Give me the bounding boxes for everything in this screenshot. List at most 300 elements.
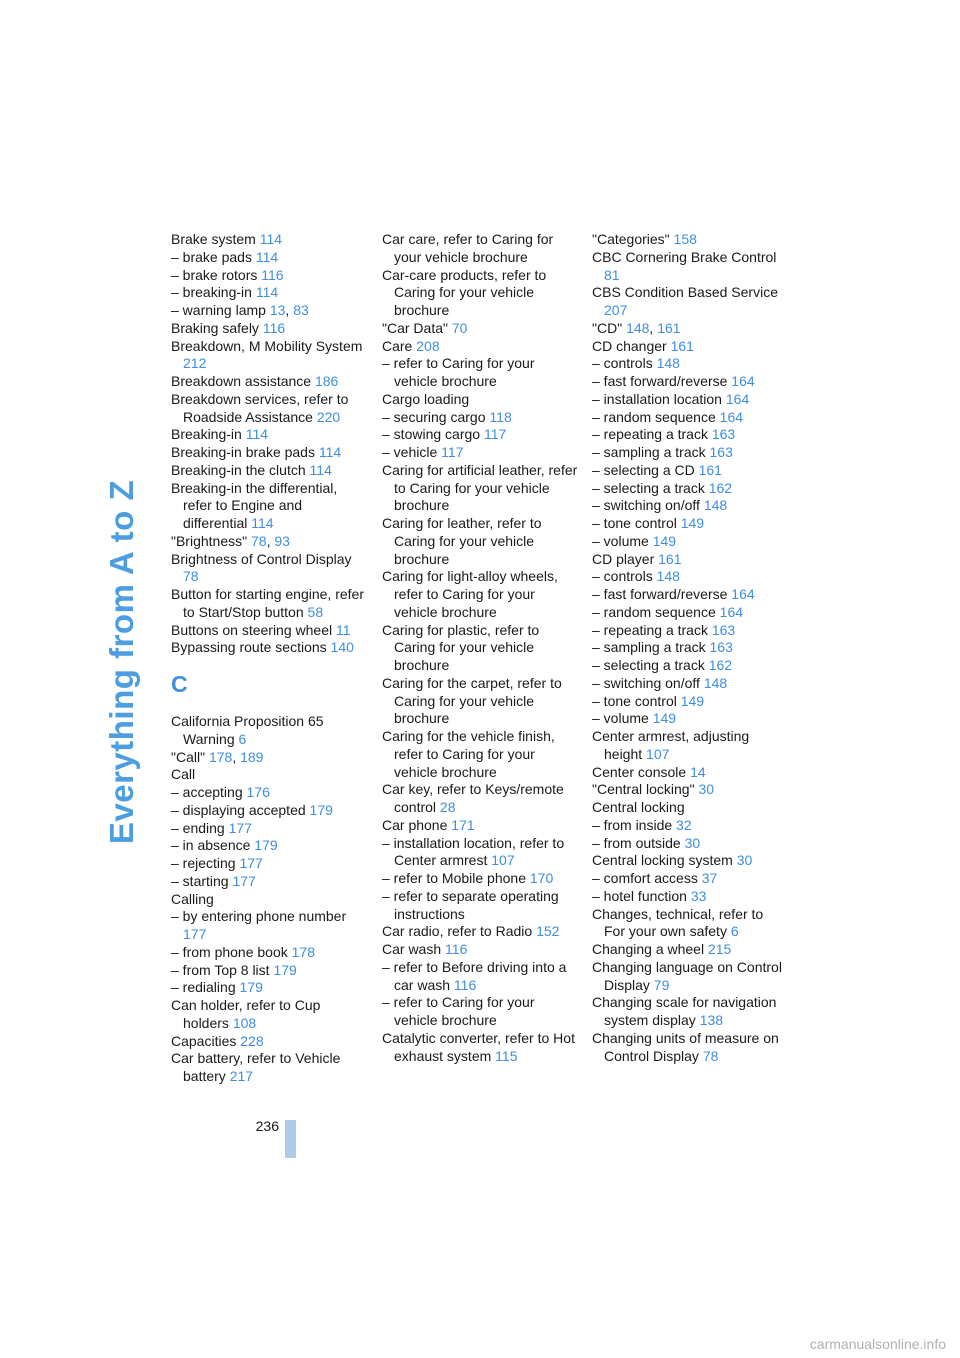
index-entry [592,994,788,1030]
page-reference-link[interactable]: 148 [656,568,680,585]
page-reference-link[interactable]: 70 [451,319,468,336]
index-entry [382,675,578,728]
index-entry [592,888,788,906]
page-reference-link[interactable]: 114 [255,248,279,265]
index-entry [592,622,788,640]
index-term: – stowing cargo [382,426,481,443]
index-term: – switching on/off [592,674,700,691]
index-term: Brake system [171,231,256,247]
index-term: Caring for the carpet, refer to Caring for your vehicle brochure [382,674,562,727]
page-reference-link[interactable]: 79 [653,976,670,993]
index-term: "Car Data" [382,319,448,336]
index-term: Breaking-in the clutch [171,461,306,478]
index-term: – tone control [592,515,677,531]
page-reference-link[interactable]: 149 [652,710,677,727]
index-term: Breaking-in [171,426,242,443]
index-entry [171,267,367,285]
index-entry [171,622,367,640]
index-term: – sampling a track [592,639,706,656]
index-term: – from inside [592,816,673,833]
index-entry [382,515,578,568]
page-reference-link[interactable]: 163 [711,621,736,638]
page-reference-link[interactable]: 114 [259,231,283,247]
index-entry [382,267,578,320]
index-entry [171,766,367,784]
index-entry [171,231,367,249]
index-term: "Categories" [592,231,670,247]
index-entry [171,855,367,873]
index-entry [382,444,578,462]
index-entry [171,426,367,444]
index-term: – volume [592,532,649,549]
index-term: Car phone [382,816,448,833]
index-entry [592,551,788,569]
index-entry [171,802,367,820]
index-term: – sampling a track [592,444,706,460]
page-reference-link[interactable]: 158 [673,231,697,247]
index-term: – brake rotors [171,266,258,283]
index-term: – installation location, refer to Center armrest [382,834,565,869]
index-term: "Call" [171,748,206,765]
index-entry [171,820,367,838]
page-ref-separator: , [232,748,237,765]
index-entry [592,568,788,586]
index-term: Car battery, refer to Vehicle battery [171,1050,341,1084]
page-reference-link[interactable]: 170 [529,870,554,886]
index-term: – in absence [171,837,251,854]
index-entry [171,284,367,302]
index-entry [382,320,578,338]
index-term: – refer to separate operating instructions [382,887,559,922]
index-term: Bypassing route sections [171,639,327,656]
index-term: – repeating a track [592,621,708,638]
page-reference-link[interactable]: 30 [684,834,701,851]
index-entry [382,426,578,444]
index-term: Changing language on Control Display [592,958,782,993]
index-entry [171,639,367,657]
page-reference-link[interactable]: 6 [730,923,739,940]
index-entry [592,835,788,853]
page-reference-link[interactable]: 114 [255,284,279,301]
index-term: – securing cargo [382,408,486,425]
index-entry [171,302,367,320]
index-term: Breakdown assistance [171,373,312,389]
index-entry [171,320,367,338]
index-column-2 [382,231,578,1065]
index-entry [592,906,788,942]
index-entry [382,338,578,356]
page-reference-link[interactable]: 140 [330,639,354,656]
index-entry [592,409,788,427]
index-term: Breakdown services, refer to Roadside Assistance [171,390,349,425]
page-ref-separator: , [266,532,271,549]
page-reference-link[interactable]: 162 [708,657,733,673]
index-entry [592,657,788,675]
index-entry [592,941,788,959]
page-reference-link[interactable]: 212 [183,355,207,372]
page-reference-link[interactable]: 6 [238,730,247,747]
index-entry [382,888,578,924]
page-reference-link[interactable]: 148 [703,497,728,514]
watermark: carmanualsonline.info [809,1336,946,1352]
index-entry [171,533,367,551]
page-reference-link[interactable]: 176 [246,784,270,800]
index-entry [171,962,367,980]
index-entry [382,1030,578,1066]
index-term: CBS Condition Based Service [592,284,778,301]
page-reference-link[interactable]: 116 [262,319,286,336]
index-term: Calling [171,890,214,907]
index-term: – controls [592,355,653,372]
index-entry [382,923,578,941]
index-entry [592,675,788,693]
index-entry [171,373,367,391]
index-entry [592,373,788,391]
page-reference-link[interactable]: 149 [680,515,705,531]
side-title-text: Everything from A to Z [103,479,140,845]
index-entry [592,586,788,604]
page-reference-link[interactable]: 179 [273,961,297,978]
page-reference-link[interactable]: 78 [250,532,267,549]
index-entry [592,338,788,356]
index-entry [592,320,788,338]
index-entry [171,462,367,480]
index-term: – from phone book [171,943,288,960]
index-term: Central locking [592,799,685,815]
page-reference-link[interactable]: 116 [261,266,284,283]
index-entry [171,873,367,891]
index-entry [592,728,788,764]
index-entry [171,1050,367,1086]
index-term: – refer to Before driving into a car wash [382,958,567,993]
index-term: CD player [592,550,655,567]
page-reference-link[interactable]: 164 [725,390,750,407]
index-term: Care [382,337,413,354]
index-term: "Brightness" [171,532,248,549]
index-term: Car key, refer to Keys/remote control [382,781,564,815]
index-term: CBC Cornering Brake Control [592,248,777,265]
page-reference-link[interactable]: 28 [439,799,456,815]
index-entry [382,781,578,817]
page-reference-link[interactable]: 177 [232,872,256,889]
index-entry [592,817,788,835]
index-entry [592,799,788,817]
page-reference-link[interactable]: 208 [416,337,440,354]
page-number: 236 [255,1118,279,1134]
index-entry [592,959,788,995]
page-reference-link[interactable]: 148 [703,674,728,691]
page-reference-link[interactable]: 93 [274,532,290,549]
index-entry [592,852,788,870]
index-term: – random sequence [592,603,716,620]
index-term: – comfort access [592,870,698,886]
index-term: – hotel function [592,887,687,904]
index-term: CD changer [592,337,667,354]
page-reference-link[interactable]: 177 [239,855,263,871]
index-term: – selecting a track [592,657,705,673]
index-entry [382,941,578,959]
index-entry [382,231,578,267]
side-section-title [92,232,152,1092]
section-letter-heading: C [171,671,188,697]
index-entry [171,713,367,749]
page-reference-link[interactable]: 164 [731,373,755,389]
index-entry [382,622,578,675]
index-term: Braking safely [171,319,259,336]
index-term: Buttons on steering wheel [171,621,333,638]
page-reference-link[interactable]: 37 [701,870,718,886]
page-reference-link[interactable]: 116 [445,941,468,957]
page-reference-link[interactable]: 148 [656,355,680,372]
index-entry [592,604,788,622]
index-entry [171,749,367,767]
index-term: – refer to Mobile phone [382,870,526,886]
page-reference-link[interactable]: 107 [646,745,670,762]
index-term: Caring for plastic, refer to Caring for your vehicle brochure [382,621,540,673]
page-reference-link[interactable]: 152 [536,923,560,940]
page-reference-link[interactable]: 114 [318,444,342,460]
index-term: – displaying accepted [171,801,306,818]
index-entry [171,551,367,587]
index-term: Breakdown, M Mobility System [171,337,363,354]
index-entry [592,515,788,533]
index-entry [171,979,367,997]
index-term: – warning lamp [171,302,266,318]
index-term: – selecting a CD [592,461,695,478]
page-reference-link[interactable]: 78 [702,1047,719,1064]
index-entry [592,480,788,498]
page-reference-link[interactable]: 163 [711,426,736,443]
index-entry [592,426,788,444]
index-entry [592,764,788,782]
index-entry [171,480,367,533]
index-entry [382,391,578,409]
index-term: – refer to Caring for your vehicle brochure [382,355,535,389]
page-reference-link[interactable]: 33 [690,887,707,904]
page-reference-link[interactable]: 118 [489,408,512,425]
index-term: Caring for light-alloy wheels, refer to Caring for your vehicle brochure [382,568,558,620]
page-reference-link[interactable]: 13 [269,302,286,318]
index-term: Caring for artificial leather, refer to Caring for your vehicle brochure [382,461,578,514]
index-term: Car wash [382,941,442,957]
index-entry [382,568,578,621]
page-reference-link[interactable]: 215 [707,941,732,957]
index-entry [382,959,578,995]
page-reference-link[interactable]: 83 [293,302,309,318]
index-entry [592,249,788,285]
index-term: California Proposition 65 Warning [171,713,324,747]
index-term: Catalytic converter, refer to Hot exhaust system [382,1029,575,1064]
page-reference-link[interactable]: 81 [604,266,620,283]
index-term: – volume [592,710,649,727]
page-reference-link[interactable]: 108 [232,1014,257,1031]
index-entry [592,710,788,728]
page-reference-link[interactable]: 114 [309,461,332,478]
index-term: – rejecting [171,855,236,871]
index-term: Changing units of measure on Control Display [592,1029,779,1064]
index-term: Call [171,766,196,783]
index-column-1 [171,231,367,1086]
index-term: Center console [592,763,687,780]
index-term: – fast forward/reverse [592,586,728,602]
index-entry [592,1030,788,1066]
index-entry [592,462,788,480]
index-entry [171,249,367,267]
index-entry [171,391,367,427]
page-reference-link[interactable]: 177 [228,819,252,836]
page-reference-link[interactable]: 178 [291,943,315,960]
page-reference-link[interactable]: 30 [698,781,715,798]
page-reference-link[interactable]: 115 [495,1047,518,1064]
page-reference-link[interactable]: 217 [229,1068,254,1084]
index-term: – installation location [592,390,722,407]
page-reference-link[interactable]: 30 [736,852,753,869]
page-reference-link[interactable]: 179 [309,801,333,818]
page-reference-link[interactable]: 162 [708,479,733,496]
index-entry [382,870,578,888]
page-reference-link[interactable]: 161 [698,461,722,478]
index-entry [171,586,367,622]
page-reference-link[interactable]: 117 [441,444,464,460]
index-term: "Central locking" [592,781,695,798]
page-reference-link[interactable]: 161 [658,550,682,567]
index-term: Changing a wheel [592,941,705,957]
index-entry [171,338,367,374]
page-reference-link[interactable]: 164 [719,603,744,620]
page-reference-link[interactable]: 148 [626,319,650,336]
index-term: – refer to Caring for your vehicle brochure [382,994,535,1028]
index-entry [592,444,788,462]
index-entry [171,1033,367,1051]
page-reference-link[interactable]: 114 [251,515,274,531]
page-reference-link[interactable]: 107 [491,852,515,869]
index-entry [592,533,788,551]
page-ref-separator: , [285,302,290,318]
index-term: – controls [592,568,653,585]
index-entry [382,462,578,515]
page-reference-link[interactable]: 189 [240,748,264,765]
index-term: Breaking-in brake pads [171,444,315,460]
page-reference-link[interactable]: 186 [314,373,339,389]
index-term: – breaking-in [171,284,252,301]
index-entry [592,231,788,249]
index-entry [592,870,788,888]
index-term: – repeating a track [592,426,708,443]
page-reference-link[interactable]: 58 [307,603,324,620]
index-entry [171,444,367,462]
index-entry [382,409,578,427]
index-term: Caring for the vehicle finish, refer to Caring for your vehicle brochure [382,728,555,780]
index-entry [171,837,367,855]
index-entry [592,284,788,320]
page-reference-link[interactable]: 164 [731,586,755,602]
page-reference-link[interactable]: 32 [676,816,692,833]
index-term: – tone control [592,692,677,709]
index-term: – starting [171,872,229,889]
index-entry [592,781,788,799]
page-reference-link[interactable]: 207 [604,302,628,318]
index-term: – ending [171,819,225,836]
index-term: – from Top 8 list [171,961,270,978]
page-reference-link[interactable]: 138 [699,1012,724,1028]
index-term: – redialing [171,979,236,996]
index-entry [171,784,367,802]
index-term: Brightness of Control Display [171,550,352,567]
index-term: – from outside [592,834,681,851]
page-reference-link[interactable]: 14 [690,763,706,780]
index-term: Button for starting engine, refer to Start/Stop button [171,586,364,620]
index-term: Caring for leather, refer to Caring for your vehicle brochure [382,515,542,567]
index-entry [382,728,578,781]
page-reference-link[interactable]: 220 [316,408,341,425]
index-entry [382,817,578,835]
page-reference-link[interactable]: 178 [208,748,233,765]
page-reference-link[interactable]: 161 [670,337,694,354]
page-reference-link[interactable]: 179 [239,979,263,996]
page-reference-link[interactable]: 171 [451,816,475,833]
index-term: Capacities [171,1032,237,1049]
page-reference-link[interactable]: 164 [719,408,744,425]
page-reference-link[interactable]: 161 [657,319,681,336]
index-term: – by entering phone number [171,908,347,925]
index-term: Changes, technical, refer to For your own safety [592,905,764,940]
page-ref-separator: , [649,319,654,336]
index-term: Car radio, refer to Radio [382,923,533,940]
page-reference-link[interactable]: 228 [240,1032,264,1049]
index-term: "CD" [592,319,623,336]
page-number-bar [285,1120,296,1158]
index-term: Changing scale for navigation system display [592,994,777,1028]
page-reference-link[interactable]: 177 [183,926,207,942]
index-term: Car care, refer to Caring for your vehicle brochure [382,231,554,265]
index-term: Breaking-in the differential, refer to Engine and differential [171,479,338,531]
page-reference-link[interactable]: 78 [183,568,199,585]
index-term: – switching on/off [592,497,700,514]
index-entry [592,497,788,515]
page-reference-link[interactable]: 117 [483,426,507,443]
index-term: Car-care products, refer to Caring for your vehicle brochure [382,266,547,318]
page-reference-link[interactable]: 116 [453,976,477,993]
index-entry [171,944,367,962]
index-entry [592,355,788,373]
index-term: Center armrest, adjusting height [592,728,750,762]
index-term: Central locking system [592,852,733,869]
index-term: – vehicle [382,444,438,460]
index-entry [592,639,788,657]
index-term: Can holder, refer to Cup holders [171,997,321,1031]
index-term: – fast forward/reverse [592,373,728,389]
index-term: Cargo loading [382,390,470,407]
index-entry [171,891,367,909]
page-reference-link[interactable]: 179 [254,837,278,854]
index-term: – accepting [171,784,243,800]
index-entry [382,355,578,391]
index-entry [171,997,367,1033]
page-reference-link[interactable]: 149 [680,692,705,709]
index-column-3 [592,231,788,1065]
index-entry [382,994,578,1030]
page-reference-link[interactable]: 163 [709,639,733,656]
page-reference-link[interactable]: 11 [336,621,351,638]
index-term: – brake pads [171,248,252,265]
index-entry [382,835,578,871]
page-reference-link[interactable]: 149 [652,532,677,549]
page-reference-link[interactable]: 114 [245,426,269,443]
index-term: – random sequence [592,408,716,425]
index-entry [171,908,367,944]
page-reference-link[interactable]: 163 [709,444,733,460]
index-entry [592,693,788,711]
